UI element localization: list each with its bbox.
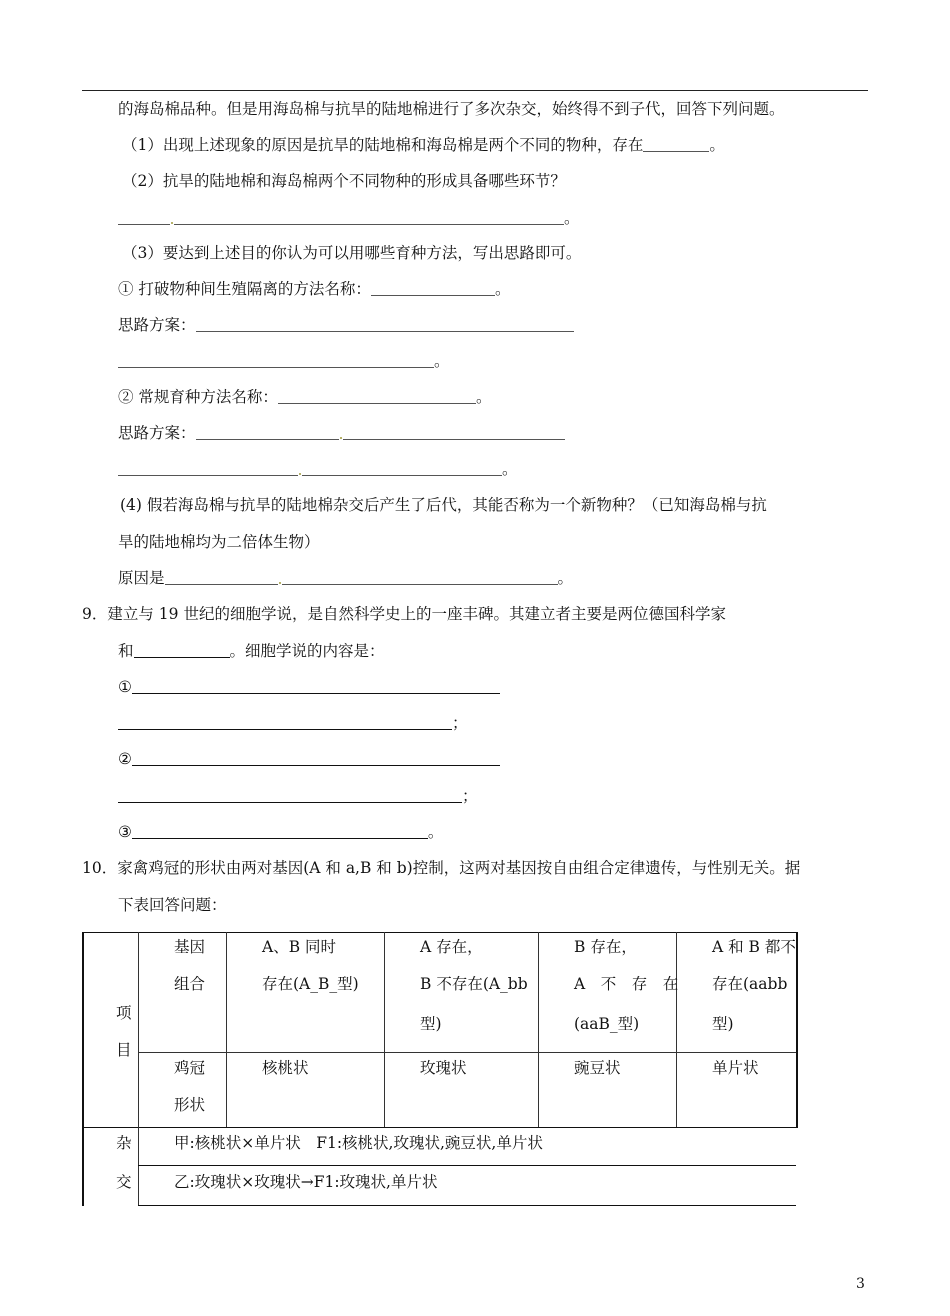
- answer-blank[interactable]: [118, 353, 434, 368]
- answer-blank[interactable]: [132, 751, 500, 766]
- answer-blank[interactable]: [132, 679, 500, 694]
- q8-part3: （3）要达到上述目的你认为可以用哪些育种方法，写出思路即可。: [122, 244, 582, 262]
- q9-item1: ①: [118, 677, 500, 697]
- q9-item3: ③ 。: [118, 823, 444, 841]
- item-label: 目: [116, 1041, 132, 1059]
- answer-blank[interactable]: [118, 461, 298, 476]
- shape-cell: 单片状: [712, 1059, 759, 1077]
- genotype-cell: A 不 存 在: [574, 975, 679, 993]
- answer-blank[interactable]: [165, 570, 278, 585]
- q9-line1: 9．建立与 19 世纪的细胞学说，是自然科学史上的一座丰碑。其建立者主要是两位德国科学家: [82, 605, 726, 623]
- genotype-cell: 存在(A_B_型): [262, 975, 359, 993]
- cross-result-a: 甲:核桃状×单片状 F1:核桃状,玫瑰状,豌豆状,单片状: [174, 1134, 543, 1152]
- item-label: 项: [116, 1004, 132, 1022]
- genotype-cell: A 和 B 都不: [712, 938, 796, 956]
- answer-blank[interactable]: [118, 715, 452, 730]
- q10-line2: 下表回答问题：: [118, 896, 227, 914]
- answer-blank[interactable]: [643, 137, 709, 152]
- answer-blank[interactable]: [132, 824, 428, 839]
- q8-part4-reason: 原因是 。: [118, 569, 574, 587]
- genotype-cell: 存在(aabb: [712, 975, 788, 993]
- q9-item2-cont: ；: [118, 786, 478, 806]
- answer-blank[interactable]: [371, 281, 495, 296]
- answer-blank[interactable]: [118, 788, 462, 803]
- row-header-shape: 鸡冠: [174, 1059, 206, 1077]
- genotype-cell: A 存在，: [420, 938, 483, 956]
- q8-part3b: ② 常规育种方法名称： 。: [118, 388, 492, 406]
- answer-blank[interactable]: [343, 425, 565, 440]
- q8-part4-line1: (4) 假若海岛棉与抗旱的陆地棉杂交后产生了后代，其能否称为一个新物种？（已知海岛棉与抗: [120, 496, 767, 514]
- q8-part3b-plan-cont: 。: [118, 459, 518, 479]
- genotype-cell: (aaB_型): [574, 1015, 640, 1033]
- q8-part3b-plan: 思路方案：: [118, 423, 565, 443]
- q8-part3a: ① 打破物种间生殖隔离的方法名称： 。: [118, 280, 511, 298]
- q8-part3a-plan-cont: 。: [118, 351, 450, 371]
- answer-blank[interactable]: [134, 643, 230, 658]
- q8-part4-line2: 旱的陆地棉均为二倍体生物）: [118, 533, 320, 551]
- cross-label: 交: [116, 1173, 132, 1191]
- q9-item2: ②: [118, 749, 500, 769]
- answer-blank[interactable]: [118, 210, 170, 225]
- answer-blank[interactable]: [174, 210, 564, 225]
- cross-label: 杂: [116, 1134, 132, 1152]
- q10-line1: 10．家禽鸡冠的形状由两对基因(A 和 a,B 和 b)控制，这两对基因按自由组合定律遗传，与性别无关。据: [82, 859, 801, 877]
- genotype-cell: B 不存在(A_bb: [420, 975, 528, 993]
- answer-blank[interactable]: [302, 461, 502, 476]
- shape-cell: 豌豆状: [574, 1059, 621, 1077]
- q8-part2-answer: 。: [118, 208, 580, 228]
- genotype-cell: 型): [712, 1015, 734, 1033]
- cross-result-b: 乙:玫瑰状×玫瑰状→F1:玫瑰状,单片状: [174, 1173, 438, 1191]
- q9-item1-cont: ；: [118, 713, 468, 733]
- q9-line2: 和 。细胞学说的内容是：: [118, 642, 385, 660]
- row-header-genotype: 基因: [174, 938, 206, 956]
- q8-part2: （2）抗旱的陆地棉和海岛棉两个不同物种的形成具备哪些环节？: [122, 172, 566, 190]
- answer-blank[interactable]: [278, 389, 476, 404]
- genotype-cell: B 存在，: [574, 938, 637, 956]
- shape-cell: 玫瑰状: [420, 1059, 467, 1077]
- header-rule: [82, 90, 868, 91]
- genotype-cell: A、B 同时: [262, 938, 337, 956]
- answer-blank[interactable]: [196, 317, 574, 332]
- page-number: 3: [856, 1276, 865, 1292]
- intro-line: 的海岛棉品种。但是用海岛棉与抗旱的陆地棉进行了多次杂交，始终得不到子代，回答下列问题。: [118, 100, 785, 118]
- shape-cell: 核桃状: [262, 1059, 309, 1077]
- row-header-shape: 形状: [174, 1096, 206, 1114]
- q8-part3a-plan: 思路方案：: [118, 315, 574, 335]
- q8-part1: （1）出现上述现象的原因是抗旱的陆地棉和海岛棉是两个不同的物种，存在 。: [122, 136, 725, 154]
- answer-blank[interactable]: [196, 425, 339, 440]
- answer-blank[interactable]: [282, 570, 558, 585]
- genotype-cell: 型): [420, 1015, 442, 1033]
- row-header-genotype: 组合: [174, 975, 206, 993]
